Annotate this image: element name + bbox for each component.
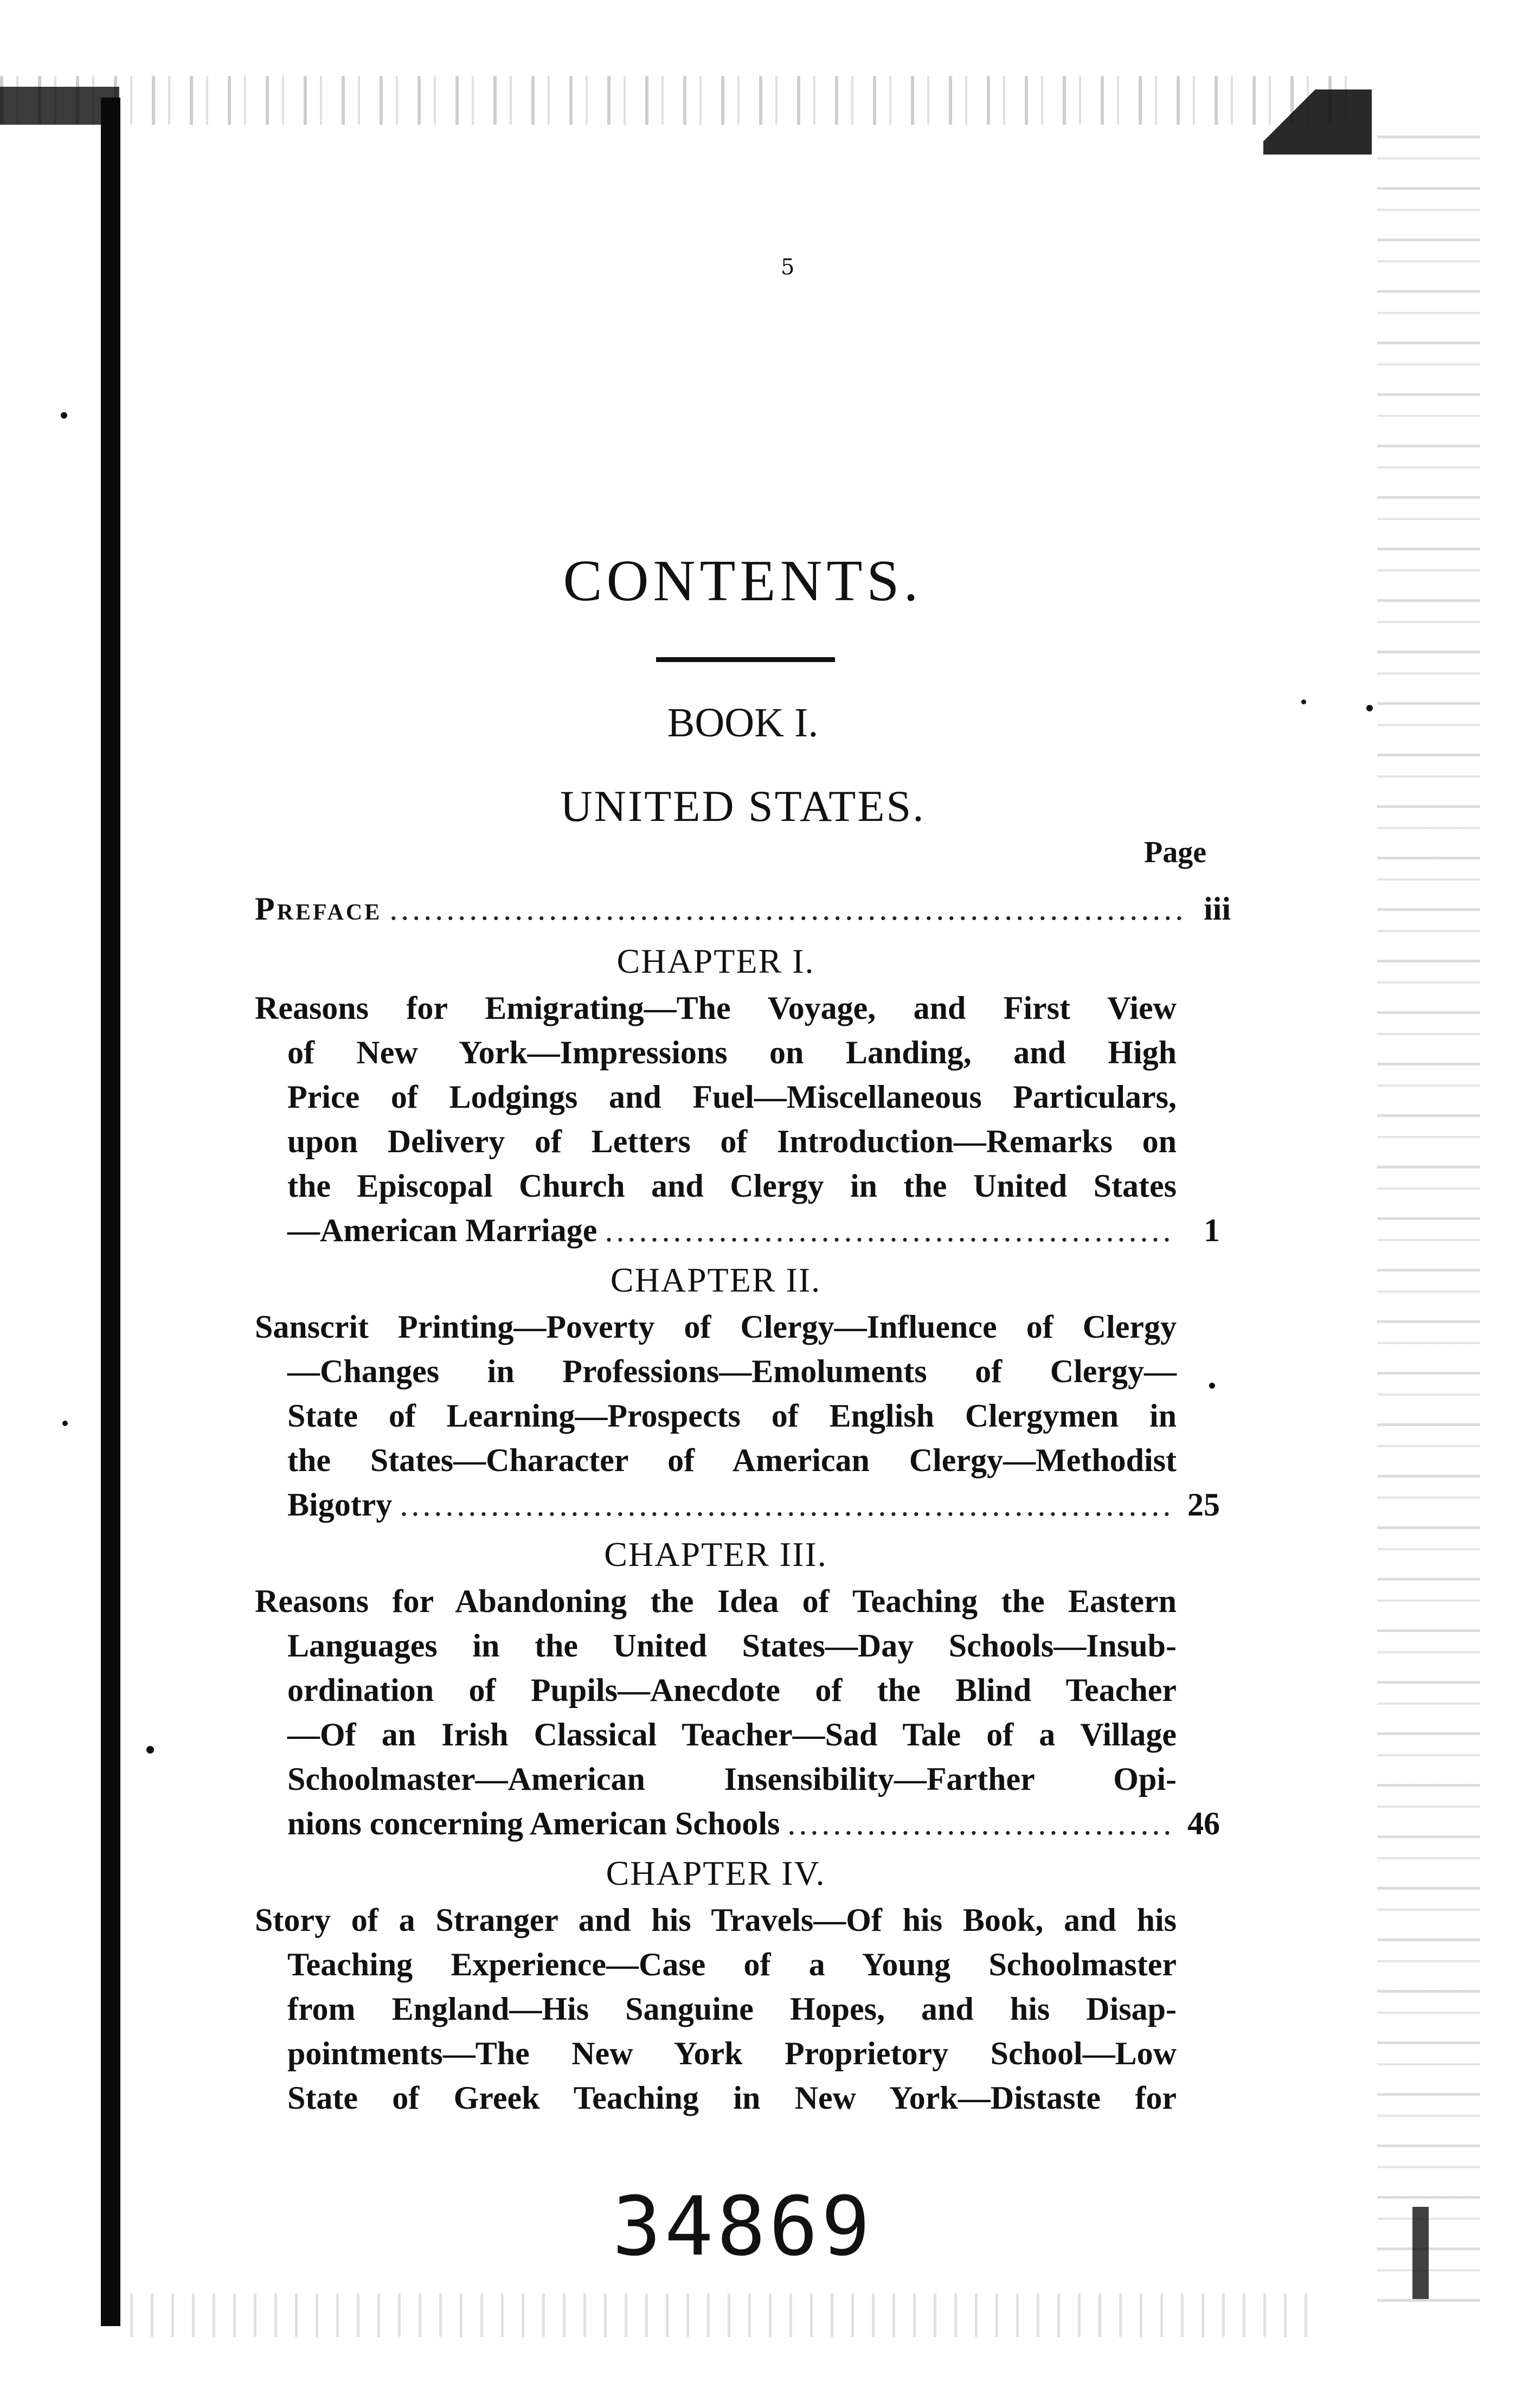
summary-line: upon Delivery of Letters of Introduction—Remarks on: [287, 1123, 1177, 1159]
scan-speck: [1301, 699, 1306, 704]
summary-line-end: nions concerning American Schools: [287, 1806, 780, 1841]
contents-page: [255, 0, 1231, 2408]
summary-line: Reasons for Emigrating—The Voyage, and First View: [255, 990, 1177, 1026]
scan-speck: [62, 1421, 68, 1426]
scan-speck: [146, 1746, 154, 1754]
summary-line: —Changes in Professions—Emoluments of Clergy—: [287, 1353, 1177, 1389]
summary-last-line: [255, 1801, 1220, 1846]
summary-line: Sanscrit Printing—Poverty of Clergy—Influence of Clergy: [255, 1309, 1177, 1345]
summary-last-line: [255, 1482, 1220, 1527]
summary-line: the Episcopal Church and Clergy in the United States: [287, 1168, 1177, 1204]
chapter-summary: [255, 1305, 1220, 1527]
scan-noise-right-edge: [1377, 136, 1480, 2304]
chapter-page-number: 46: [1187, 1806, 1220, 1841]
summary-line-end: Bigotry: [287, 1487, 393, 1523]
chapter-page-number: 25: [1187, 1487, 1220, 1523]
title-rule: [656, 657, 835, 662]
scan-speck: [1366, 705, 1373, 711]
chapter-heading: CHAPTER III.: [604, 1535, 827, 1574]
chapter-page-number: 1: [1204, 1212, 1220, 1248]
summary-line-end: —American Marriage: [287, 1212, 598, 1248]
dot-leader: [389, 884, 1185, 934]
chapter-summary: [255, 1579, 1220, 1846]
page-spine-shadow: [101, 98, 120, 2326]
chapter-summary: [255, 986, 1220, 1253]
scan-speck: [61, 412, 67, 419]
chapter-heading: CHAPTER I.: [616, 942, 815, 980]
dot-leader: [605, 1208, 1174, 1253]
summary-line: State of Learning—Prospects of English Clergymen in: [287, 1398, 1177, 1434]
toc-chapter: [255, 937, 1231, 1253]
library-stamp-number: 34869: [612, 2180, 873, 2274]
summary-line: Story of a Stranger and his Travels—Of his Book, and his: [255, 1902, 1177, 1938]
book-heading: BOOK I.: [667, 700, 819, 746]
page-column-label: Page: [1144, 836, 1207, 869]
signature-mark: 5: [781, 255, 795, 280]
summary-line: ordination of Pupils—Anecdote of the Blind Teacher: [287, 1672, 1177, 1708]
summary-line: Languages in the United States—Day Schools—Insub-: [287, 1628, 1177, 1664]
dot-leader: [400, 1482, 1174, 1527]
summary-line: Schoolmaster—American Insensibility—Farther Opi-: [287, 1761, 1177, 1797]
toc-entries: [255, 884, 1231, 2120]
chapter-heading: CHAPTER II.: [610, 1261, 821, 1299]
toc-chapter: [255, 1256, 1231, 1527]
scan-edge-shadow-bottom-right: [1412, 2207, 1429, 2299]
summary-line: Price of Lodgings and Fuel—Miscellaneous Particulars,: [287, 1079, 1177, 1115]
summary-line: pointments—The New York Proprietory School—Low: [287, 2035, 1177, 2071]
summary-line: the States—Character of American Clergy—Methodist: [287, 1442, 1177, 1478]
summary-line: Teaching Experience—Case of a Young Schoolmaster: [287, 1947, 1177, 1982]
toc-entry-preface: [255, 884, 1231, 934]
preface-label: Preface: [255, 891, 382, 927]
summary-last-line: [255, 1208, 1220, 1253]
summary-line: —Of an Irish Classical Teacher—Sad Tale of a Village: [287, 1717, 1177, 1752]
dot-leader: [787, 1801, 1174, 1846]
summary-line: from England—His Sanguine Hopes, and his Disap-: [287, 1991, 1177, 2027]
page-title: CONTENTS.: [563, 549, 923, 613]
summary-line: of New York—Impressions on Landing, and High: [287, 1035, 1177, 1070]
summary-line: Reasons for Abandoning the Idea of Teaching the Eastern: [255, 1583, 1177, 1619]
chapter-heading: CHAPTER IV.: [606, 1854, 826, 1892]
preface-page-number: iii: [1203, 891, 1231, 927]
summary-line: State of Greek Teaching in New York—Distaste for: [287, 2080, 1177, 2116]
book-subject-heading: UNITED STATES.: [560, 781, 926, 831]
scan-edge-shadow-top-right: [1263, 89, 1372, 155]
toc-chapter: [255, 1849, 1231, 2120]
toc-chapter: [255, 1530, 1231, 1846]
chapter-summary: [255, 1898, 1177, 2120]
